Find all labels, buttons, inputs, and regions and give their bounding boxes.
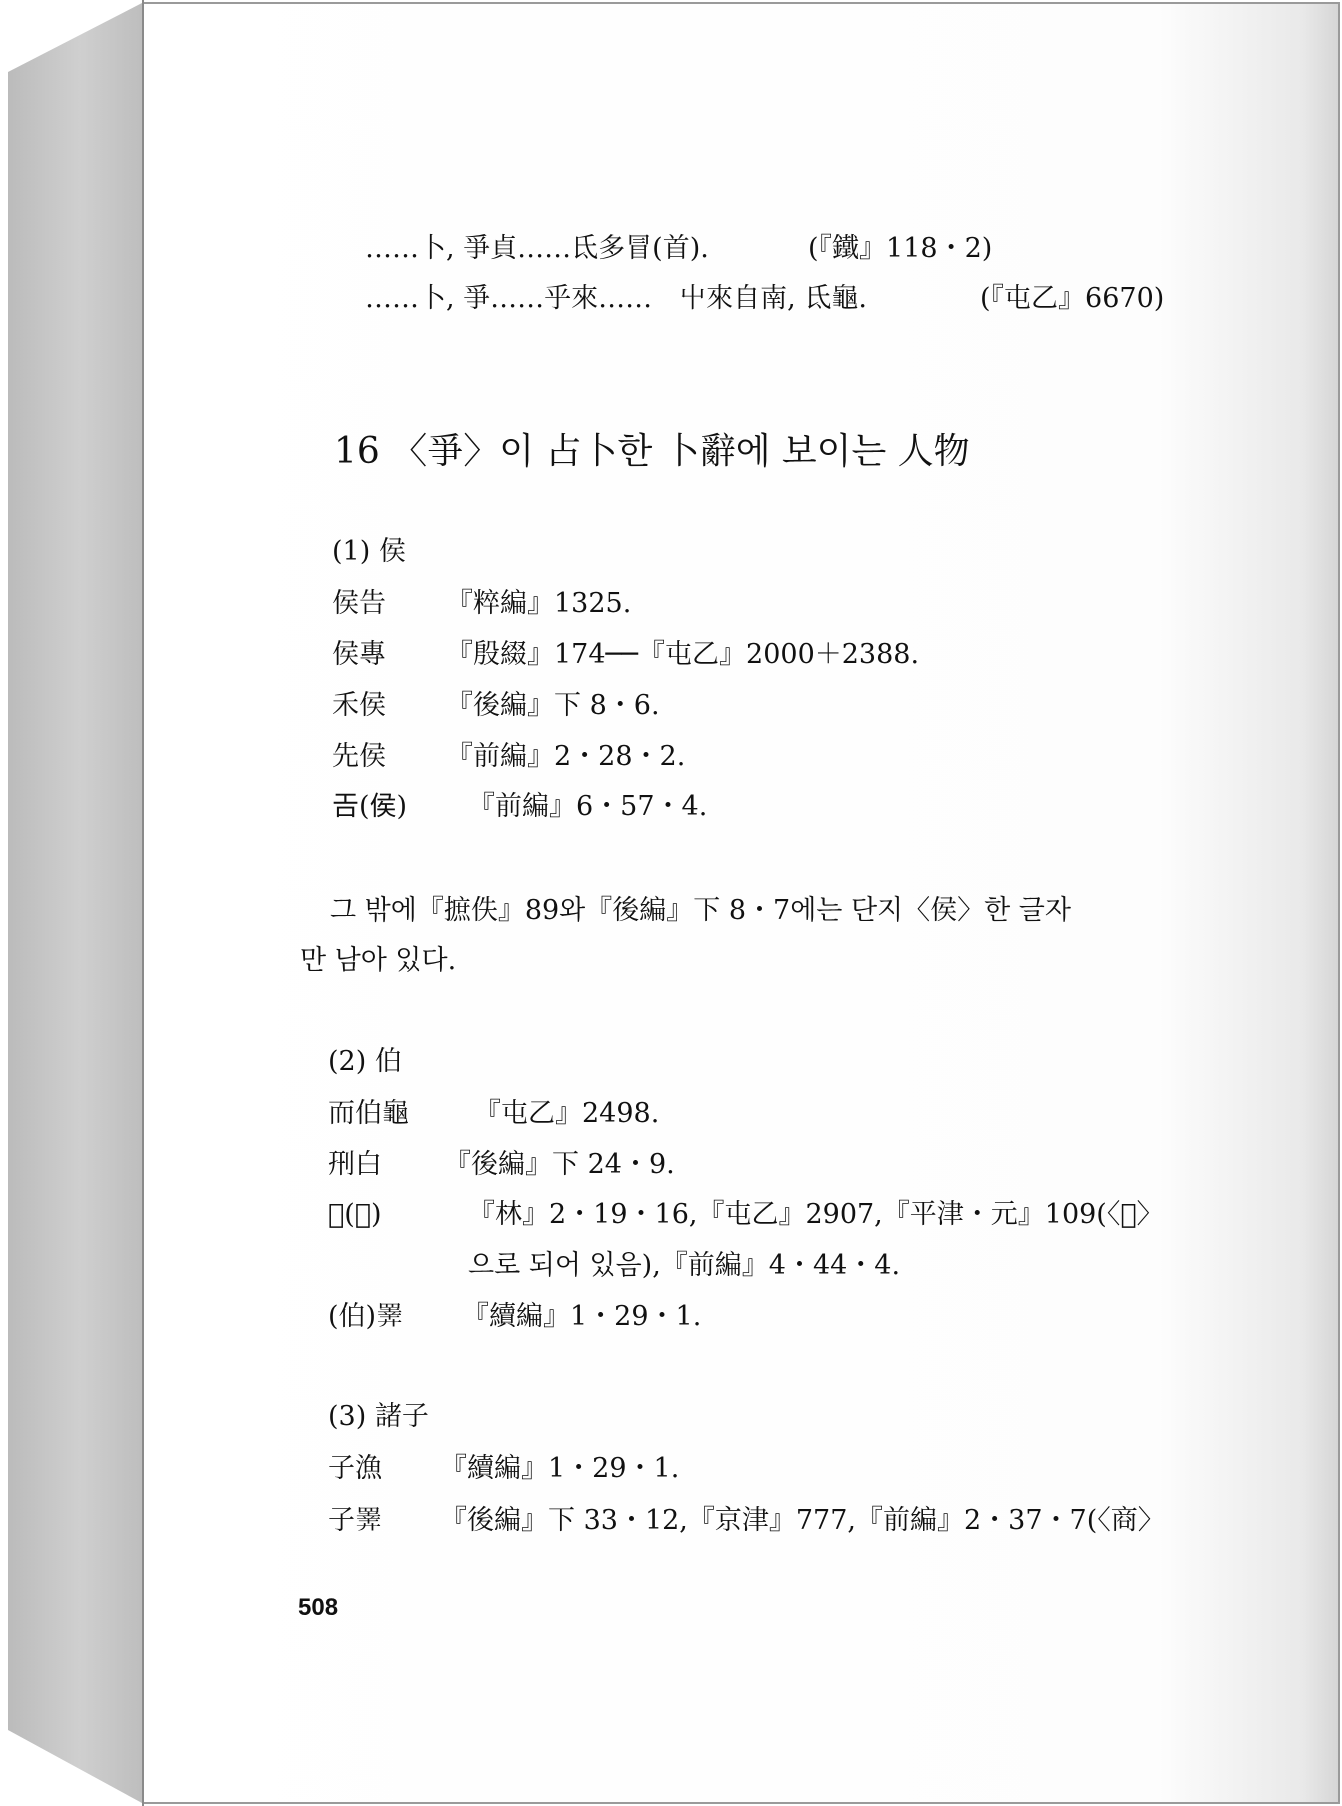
paragraph-line: 만 남아 있다. [300,945,457,976]
entry-ref: 『前編』6・57・4. [468,791,708,822]
entry-ref: 『後編』下 8・6. [446,690,660,721]
entry-ref: 『粹編』1325. [446,588,632,619]
section-heading: 16 〈爭〉이 占卜한 卜辭에 보이는 人物 [334,431,970,472]
entry-ref: 『後編』下 24・9. [444,1149,675,1180]
entry-name: 先侯 [332,741,386,772]
entry-ref: 『續編』1・29・1. [440,1453,680,1484]
group-title: (3) 諸子 [328,1401,429,1432]
entry-name: 侯專 [332,639,386,670]
book-spine [0,0,145,1806]
entry-name: 𠛬白 [328,1149,382,1180]
entry-ref-continued: 으로 되어 있음),『前編』4・44・4. [468,1250,901,1281]
entry-name: 而伯龜 [328,1098,409,1129]
quote-line-2-ref: (『屯乙』6670) [980,283,1165,314]
group-title: (1) 侯 [332,536,406,567]
quote-line-1-ref: (『鐵』118・2) [808,233,993,264]
entry-name: 侯告 [332,588,386,619]
entry-name: 子𢍰 [328,1505,382,1536]
entry-ref: 『屯乙』2498. [474,1098,660,1129]
paragraph-line: 그 밖에『摭佚』89와『後編』下 8・7에는 단지〈侯〉한 글자 [330,895,1071,926]
group-title: (2) 伯 [328,1046,402,1077]
entry-name: (伯)𢍰 [328,1301,404,1332]
entry-ref: 『殷綴』174──『屯乙』2000＋2388. [446,639,920,670]
entry-ref: 『林』2・19・16,『屯乙』2907,『平津・元』109(〈𡶚〉 [468,1199,1164,1230]
quote-line-1: ……卜, 爭貞……氐多冒(首). [365,233,709,264]
entry-name: 𡵂(伯) [328,1199,382,1230]
entry-name: 子漁 [328,1453,382,1484]
entry-ref: 『續編』1・29・1. [462,1301,702,1332]
entry-ref: 『前編』2・28・2. [446,741,686,772]
entry-ref: 『後編』下 33・12,『京津』777,『前編』2・37・7(〈商〉 [440,1505,1165,1536]
entry-name: 𢀛(侯) [332,791,408,822]
entry-name: 禾侯 [332,690,386,721]
quote-line-2: ……卜, 爭……乎來…… 屮來自南, 氐龜. [365,283,867,314]
page-number: 508 [298,1594,339,1621]
